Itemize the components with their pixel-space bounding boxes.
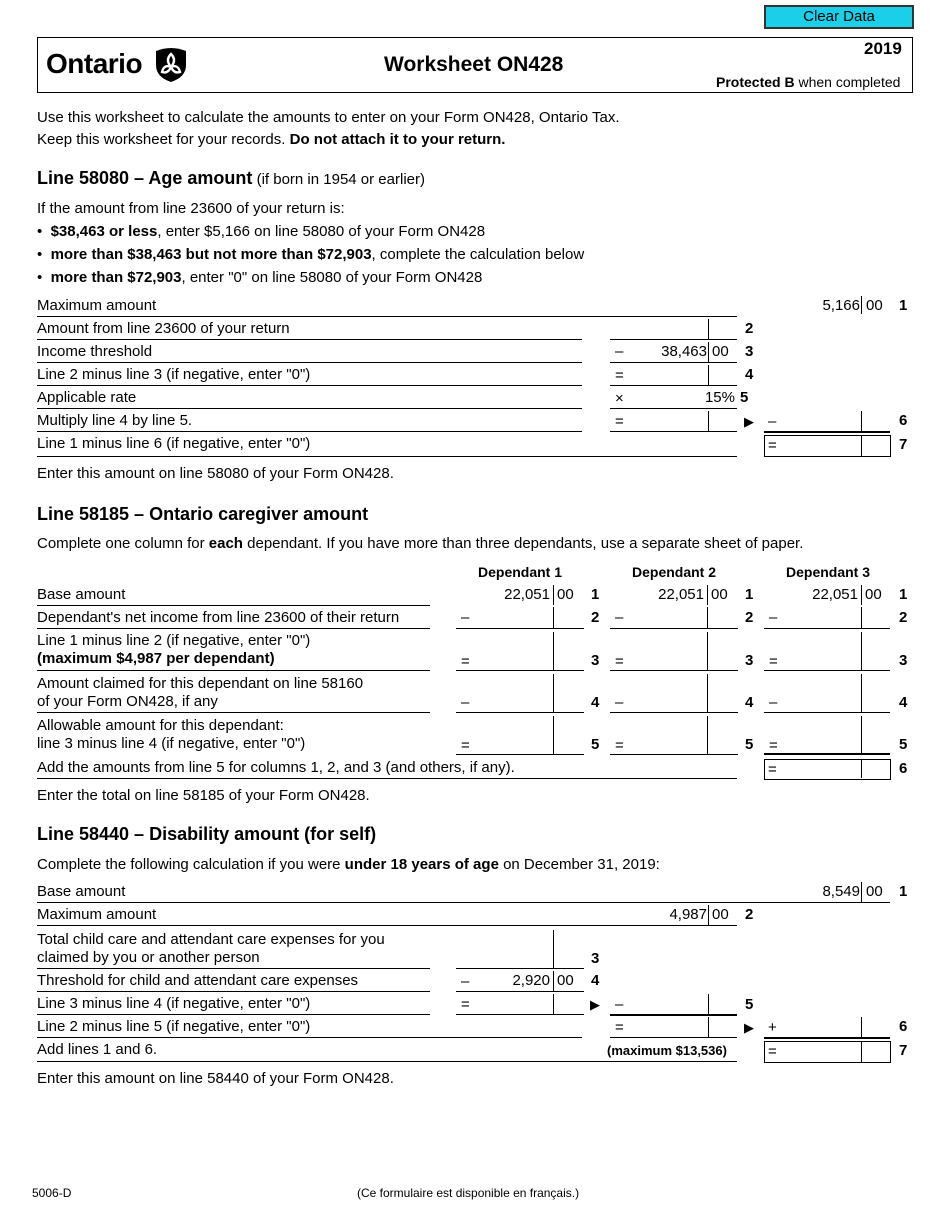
caregiver-row-5-label-a: Allowable amount for this dependant:: [37, 717, 284, 734]
equals-sign: =: [615, 1019, 624, 1036]
disability-footer: Enter this amount on line 58440 of your Form ON428.: [37, 1070, 394, 1087]
age-max-dollars: 5,166: [822, 297, 860, 314]
divider: [456, 670, 584, 671]
age-bullet-2: • more than $38,463 but not more than $72,903, complete the calculation below: [37, 246, 585, 263]
equals-sign: =: [768, 437, 777, 454]
caregiver-instr-1: Complete one column for: [37, 535, 209, 552]
line-number: 5: [899, 736, 908, 753]
protected-rest: when completed: [794, 74, 901, 90]
line-number: 6: [899, 760, 908, 777]
base-dollars: 22,051: [658, 586, 704, 603]
divider: [553, 607, 554, 628]
arrow-right-icon: ▶: [744, 1020, 754, 1035]
disability-max-note: (maximum $13,536): [607, 1043, 727, 1058]
line-number: 4: [591, 972, 600, 989]
arrow-right-icon: ▶: [744, 414, 754, 429]
divider: [764, 712, 890, 713]
equals-sign: =: [461, 737, 470, 754]
tax-year: 2019: [864, 39, 902, 58]
age-footer: Enter this amount on line 58080 of your Form ON428.: [37, 465, 394, 482]
line-number: 3: [591, 652, 600, 669]
line-number: 7: [899, 436, 908, 453]
age-threshold-cents: 00: [712, 343, 729, 360]
caregiver-row-4-label-a: Amount claimed for this dependant on line 58160: [37, 675, 364, 692]
age-rate: 15%: [704, 389, 735, 406]
divider: [708, 342, 709, 362]
disability-threshold-cents: 00: [557, 972, 574, 989]
divider: [610, 362, 737, 363]
line-number: 3: [899, 652, 908, 669]
age-bullet-1: • $38,463 or less, enter $5,166 on line 58080 of your Form ON428: [37, 223, 486, 240]
arrow-right-icon: ▶: [590, 997, 600, 1012]
minus-sign: –: [769, 609, 778, 626]
age-bullet-3-rest: , enter "0" on line 58080 of your Form ON428: [181, 269, 483, 286]
minus-sign: –: [769, 694, 778, 711]
clear-data-button[interactable]: Clear Data: [764, 5, 914, 29]
disability-row-5-label: Line 3 minus line 4 (if negative, enter "0"): [37, 995, 311, 1012]
minus-sign: –: [615, 996, 624, 1013]
intro-line-2-text: Keep this worksheet for your records.: [37, 131, 290, 148]
line-number: 2: [899, 609, 908, 626]
disability-max-dollars: 4,987: [669, 906, 707, 923]
divider: [764, 431, 890, 433]
divider: [456, 628, 584, 629]
age-bullet-2-bold: more than $38,463 but not more than $72,903: [50, 246, 372, 263]
base-cents: 00: [711, 586, 728, 603]
disability-row-1-label: Base amount: [37, 883, 126, 900]
equals-sign: =: [769, 653, 778, 670]
divider: [37, 385, 582, 386]
divider: [707, 632, 708, 670]
line-number: 6: [899, 412, 908, 429]
base-cents: 00: [865, 586, 882, 603]
divider: [456, 754, 584, 755]
age-row-2-label: Amount from line 23600 of your return: [37, 320, 290, 337]
caregiver-row-2-label: Dependant's net income from line 23600 of their return: [37, 609, 400, 626]
minus-sign: –: [615, 343, 624, 360]
divider: [456, 1014, 584, 1015]
plus-sign: +: [768, 1019, 777, 1036]
disability-instructions: [37, 856, 660, 874]
age-bullet-1-rest: , enter $5,166 on line 58080 of your Form ON428: [157, 223, 486, 240]
divider: [37, 316, 737, 317]
divider: [37, 605, 430, 606]
line-number: 1: [745, 586, 754, 603]
line-number: 1: [899, 586, 908, 603]
divider: [553, 994, 554, 1014]
age-heading-text: Line 58080 – Age amount: [37, 168, 253, 188]
divider: [37, 362, 582, 363]
age-bullet-3: • more than $72,903, enter "0" on line 58080 of your Form ON428: [37, 269, 483, 286]
age-max-cents: 00: [866, 297, 883, 314]
divider: [708, 994, 709, 1014]
divider: [37, 712, 430, 713]
disability-row-3-label-a: Total child care and attendant care expenses for you: [37, 931, 385, 948]
disability-row-2-label: Maximum amount: [37, 906, 157, 923]
equals-sign: =: [615, 737, 624, 754]
divider: [764, 670, 890, 671]
base-dollars: 22,051: [504, 586, 550, 603]
disability-result-box[interactable]: [764, 1041, 891, 1063]
minus-sign: –: [615, 694, 624, 711]
protected-bold: Protected B: [716, 74, 795, 90]
line-number: 1: [899, 297, 908, 314]
divider: [708, 1017, 709, 1037]
divider: [37, 991, 430, 992]
age-threshold-dollars: 38,463: [661, 343, 707, 360]
equals-sign: =: [615, 653, 624, 670]
divider: [764, 753, 890, 755]
caregiver-row-3-label-b: (maximum $4,987 per dependant): [37, 650, 275, 667]
page-title: Worksheet ON428: [384, 53, 564, 76]
line-number: 2: [745, 609, 754, 626]
divider: [708, 365, 709, 385]
caregiver-instructions: [37, 535, 803, 553]
line-number: 2: [745, 320, 754, 337]
line-number: 4: [591, 694, 600, 711]
age-bullet-1-bold: $38,463 or less: [50, 223, 158, 240]
intro-line-2-bold: Do not attach it to your return.: [289, 131, 506, 148]
caregiver-instr-2: dependant. If you have more than three dependants, use a separate sheet of paper.: [242, 535, 804, 552]
divider: [861, 411, 862, 431]
divider: [708, 319, 709, 339]
disability-threshold-dollars: 2,920: [512, 972, 550, 989]
divider: [610, 670, 738, 671]
age-condition: If the amount from line 23600 of your return is:: [37, 200, 345, 217]
minus-sign: –: [461, 609, 470, 626]
divider: [764, 628, 890, 629]
minus-sign: –: [768, 413, 777, 430]
base-cents: 00: [557, 586, 574, 603]
line-number: 4: [745, 694, 754, 711]
disability-base-cents: 00: [866, 883, 883, 900]
divider: [707, 716, 708, 754]
form-code: 5006-D: [32, 1186, 72, 1200]
caregiver-instr-bold: each: [208, 535, 243, 552]
protected-notice: [716, 74, 900, 90]
divider: [861, 674, 862, 712]
equals-sign: =: [769, 737, 778, 754]
divider: [708, 905, 709, 925]
divider: [37, 902, 890, 903]
age-heading-note: (if born in 1954 or earlier): [252, 171, 425, 188]
equals-sign: =: [461, 996, 470, 1013]
line-number: 5: [591, 736, 600, 753]
trillium-logo-icon: [152, 45, 190, 83]
divider: [861, 882, 862, 902]
line-number: 3: [745, 343, 754, 360]
disability-max-cents: 00: [712, 906, 729, 923]
divider: [553, 930, 554, 968]
divider: [37, 339, 582, 340]
line-number: 7: [899, 1042, 908, 1059]
equals-sign: =: [461, 653, 470, 670]
divider: [707, 674, 708, 712]
line-number: 2: [591, 609, 600, 626]
caregiver-footer: Enter the total on line 58185 of your Form ON428.: [37, 787, 370, 804]
divider: [37, 456, 737, 457]
divider: [861, 585, 862, 605]
divider: [456, 968, 584, 969]
line-number: 6: [899, 1018, 908, 1035]
divider: [610, 339, 737, 340]
divider: [37, 628, 430, 629]
disability-row-6-label: Line 2 minus line 5 (if negative, enter "0"): [37, 1018, 311, 1035]
divider: [553, 585, 554, 605]
line-number: 5: [745, 996, 754, 1013]
disability-row-7-label: Add lines 1 and 6.: [37, 1041, 158, 1058]
divider: [456, 712, 584, 713]
divider: [37, 1037, 582, 1038]
divider: [37, 408, 582, 409]
age-heading: [37, 168, 425, 189]
caregiver-base-label: Base amount: [37, 586, 126, 603]
line-number: 3: [591, 950, 600, 967]
times-sign: ×: [615, 390, 624, 407]
divider: [37, 1061, 737, 1062]
age-row-5-label: Applicable rate: [37, 389, 137, 406]
caregiver-heading: Line 58185 – Ontario caregiver amount: [37, 504, 369, 524]
caregiver-total-box[interactable]: [764, 759, 891, 780]
divider: [610, 431, 737, 432]
divider: [553, 716, 554, 754]
divider: [707, 607, 708, 628]
divider: [861, 632, 862, 670]
age-row-3-label: Income threshold: [37, 343, 153, 360]
divider: [861, 1042, 862, 1062]
disability-row-4-label: Threshold for child and attendant care expenses: [37, 972, 359, 989]
divider: [37, 1014, 430, 1015]
divider: [764, 1037, 890, 1039]
equals-sign: =: [615, 367, 624, 384]
column-header-dependant-3: Dependant 3: [786, 564, 871, 580]
disability-instr-2: on December 31, 2019:: [498, 856, 660, 873]
line-number: 1: [899, 883, 908, 900]
divider: [456, 991, 584, 992]
divider: [553, 632, 554, 670]
line-number: 4: [745, 366, 754, 383]
divider: [610, 1037, 737, 1038]
disability-heading: Line 58440 – Disability amount (for self): [37, 824, 377, 844]
brand-wordmark: Ontario: [46, 48, 143, 79]
divider: [861, 296, 862, 314]
minus-sign: –: [461, 973, 470, 990]
french-availability-note: (Ce formulaire est disponible en français.): [357, 1186, 580, 1200]
divider: [553, 971, 554, 991]
column-header-dependant-1: Dependant 1: [478, 564, 563, 580]
divider: [708, 411, 709, 431]
age-row-6-label: Multiply line 4 by line 5.: [37, 412, 193, 429]
line-number: 1: [591, 586, 600, 603]
divider: [37, 968, 430, 969]
caregiver-row-6-label: Add the amounts from line 5 for columns 1, 2, and 3 (and others, if any).: [37, 759, 515, 776]
divider: [610, 712, 738, 713]
age-row-7-label: Line 1 minus line 6 (if negative, enter "0"): [37, 435, 311, 452]
divider: [610, 754, 738, 755]
minus-sign: –: [615, 609, 624, 626]
line-number: 2: [745, 906, 754, 923]
age-bullet-2-rest: , complete the calculation below: [371, 246, 585, 263]
divider: [553, 674, 554, 712]
intro-line-1: Use this worksheet to calculate the amounts to enter on your Form ON428, Ontario Tax.: [37, 109, 620, 126]
line-number: 5: [745, 736, 754, 753]
caregiver-row-3-label-a: Line 1 minus line 2 (if negative, enter "0"): [37, 632, 311, 649]
line-number: 5: [740, 389, 749, 406]
divider: [861, 759, 862, 778]
divider: [610, 1014, 737, 1016]
divider: [610, 385, 737, 386]
disability-base-dollars: 8,549: [822, 883, 860, 900]
line-number: 4: [899, 694, 908, 711]
column-header-dependant-2: Dependant 2: [632, 564, 717, 580]
disability-instr-1: Complete the following calculation if you were: [37, 856, 345, 873]
divider: [707, 585, 708, 605]
disability-instr-bold: under 18 years of age: [344, 856, 499, 873]
caregiver-row-4-label-b: of your Form ON428, if any: [37, 693, 218, 710]
divider: [861, 1017, 862, 1037]
equals-sign: =: [615, 413, 624, 430]
age-result-box[interactable]: [764, 435, 891, 457]
divider: [861, 607, 862, 628]
divider: [37, 778, 737, 779]
divider: [861, 436, 862, 456]
equals-sign: =: [768, 761, 777, 778]
divider: [610, 408, 737, 409]
divider: [37, 925, 737, 926]
intro-line-2: [37, 131, 505, 149]
divider: [37, 431, 582, 432]
age-row-1-label: Maximum amount: [37, 297, 157, 314]
equals-sign: =: [768, 1043, 777, 1060]
caregiver-row-5-label-b: line 3 minus line 4 (if negative, enter "0"): [37, 735, 306, 752]
age-row-4-label: Line 2 minus line 3 (if negative, enter "0"): [37, 366, 311, 383]
line-number: 3: [745, 652, 754, 669]
divider: [610, 628, 738, 629]
divider: [37, 670, 430, 671]
divider: [861, 716, 862, 754]
base-dollars: 22,051: [812, 586, 858, 603]
disability-row-3-label-b: claimed by you or another person: [37, 949, 260, 966]
minus-sign: –: [461, 694, 470, 711]
age-bullet-3-bold: more than $72,903: [50, 269, 182, 286]
